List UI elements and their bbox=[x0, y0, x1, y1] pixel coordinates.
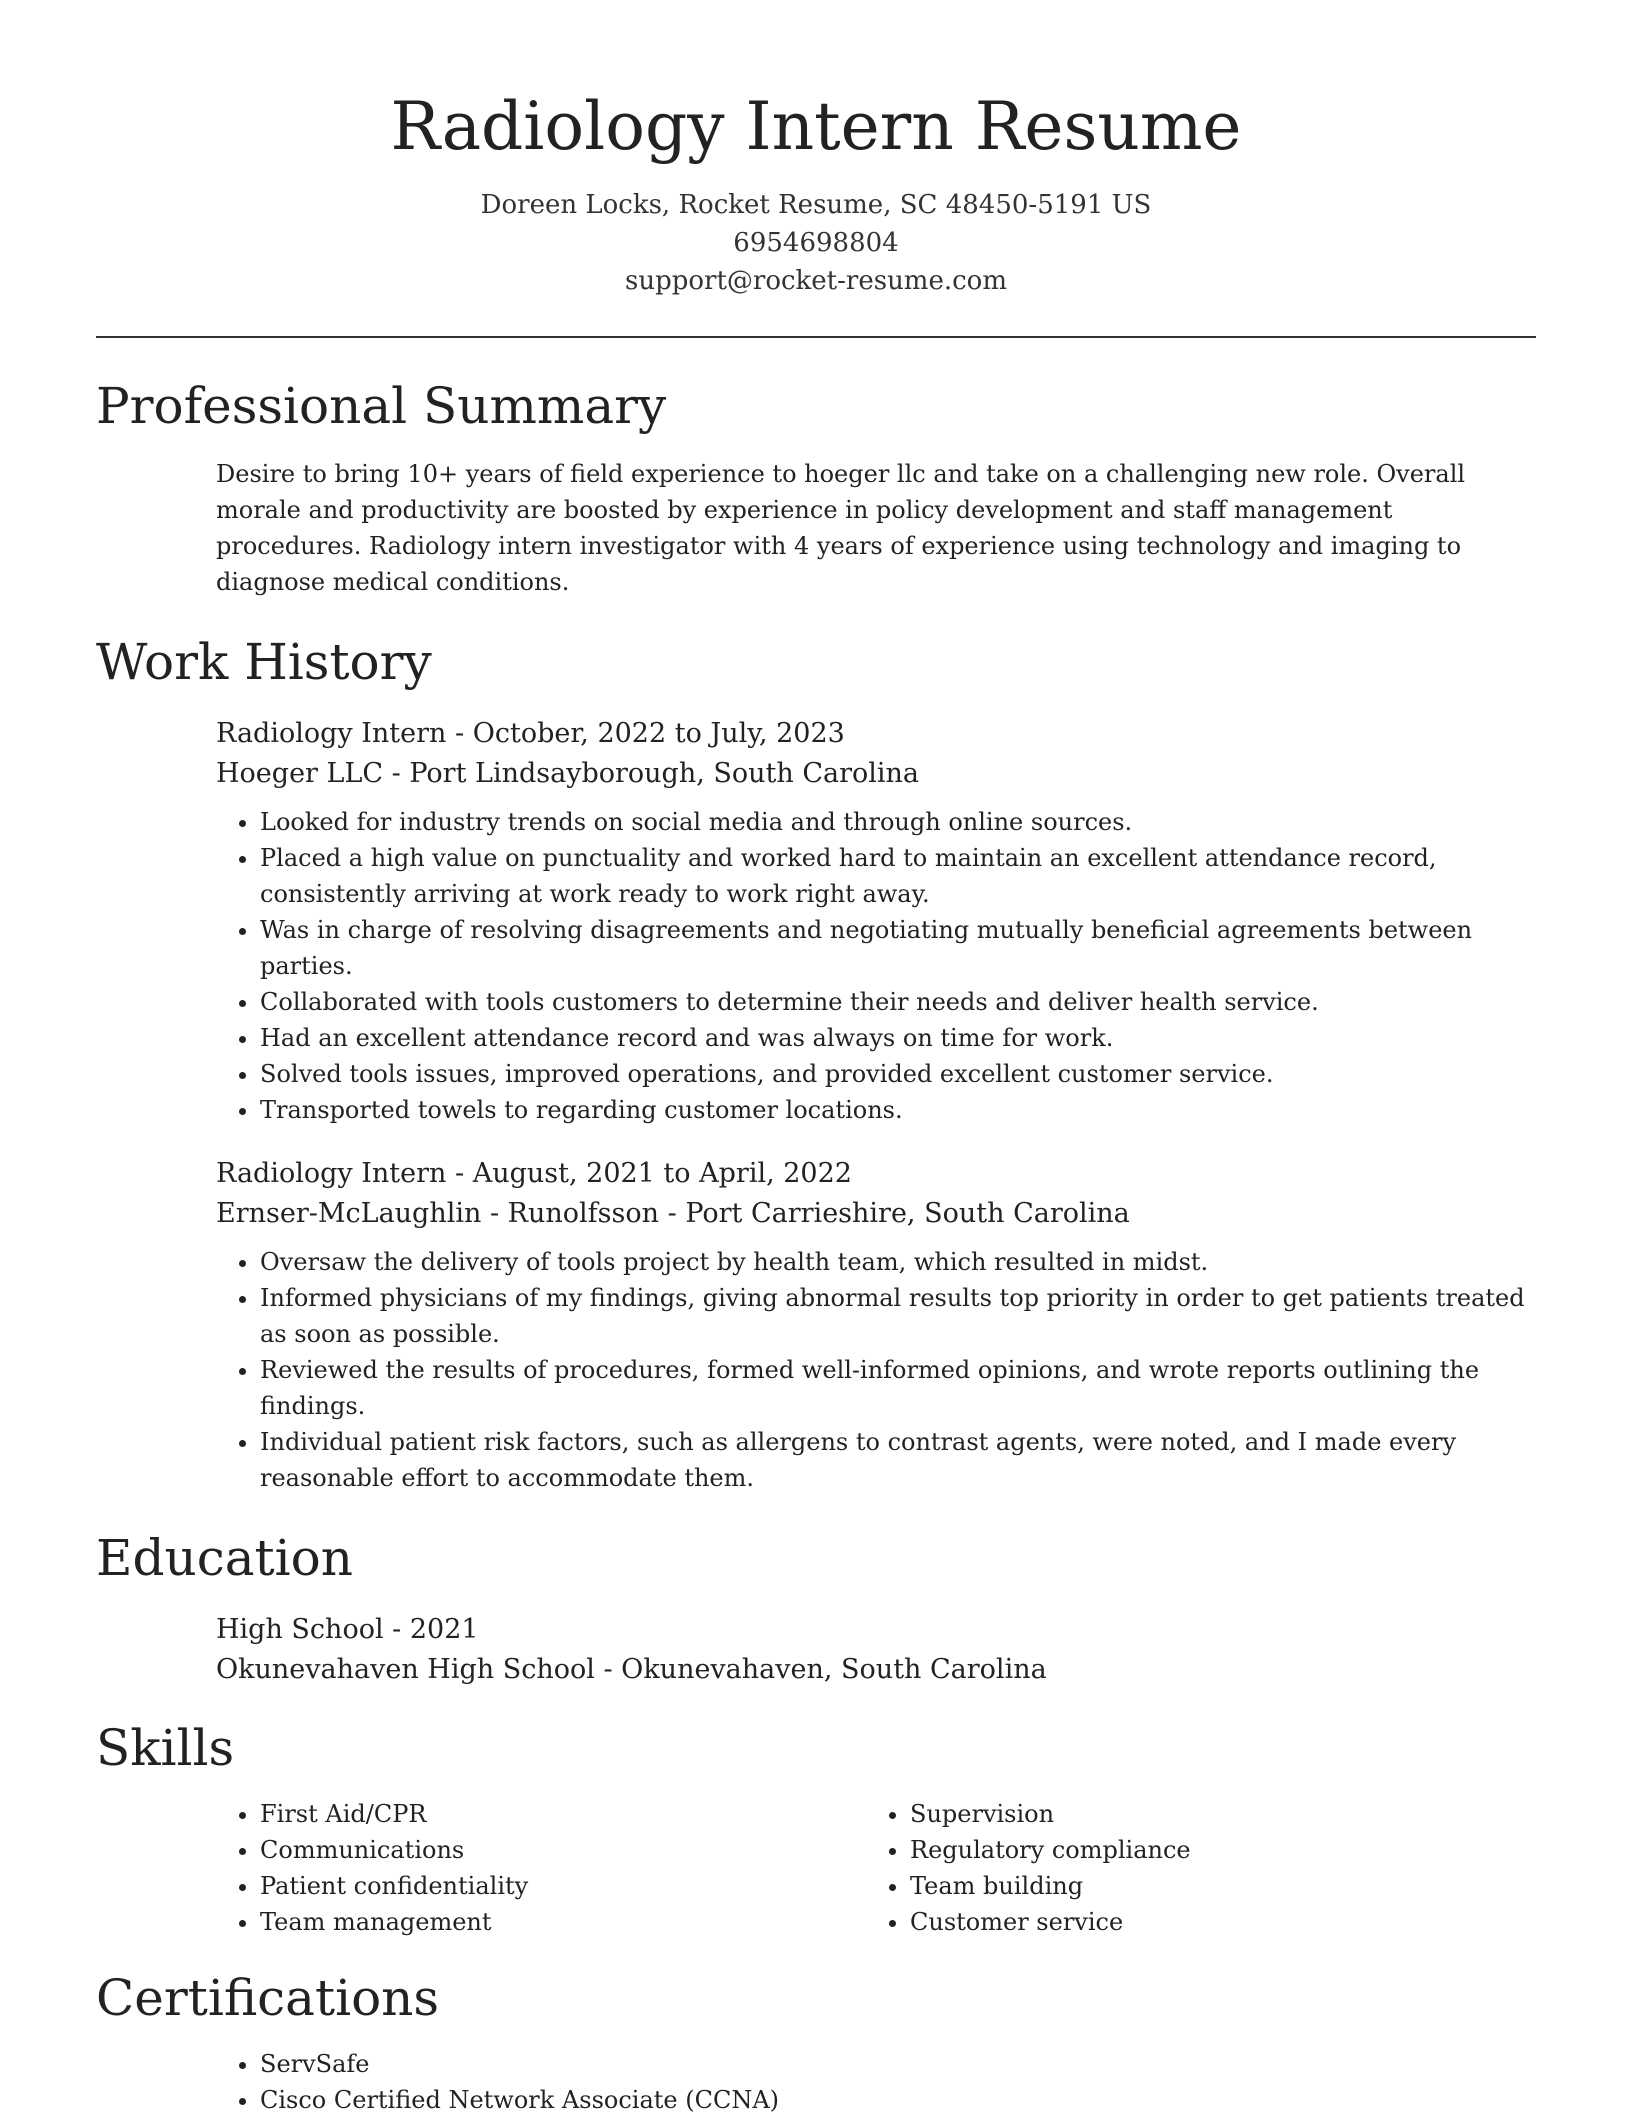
education-school-line bbox=[216, 1650, 1536, 1690]
summary-heading: Professional Summary bbox=[96, 377, 667, 435]
job-bullet: • Collaborated with tools customers to determine their needs and deliver health service. bbox=[260, 984, 1536, 1020]
job-bullet: • Looked for industry trends on social media and through online sources. bbox=[260, 804, 1536, 840]
skill-item: • Regulatory compliance bbox=[910, 1832, 1516, 1868]
skill-item: • First Aid/CPR bbox=[260, 1796, 866, 1832]
skill-item: • Supervision bbox=[910, 1796, 1516, 1832]
skill-item: • Patient confidentiality bbox=[260, 1868, 866, 1904]
work-history-section bbox=[96, 630, 1536, 1496]
job-bullet: • Was in charge of resolving disagreements and negotiating mutually beneficial agreements between parties. bbox=[260, 912, 1536, 984]
resume-header bbox=[96, 0, 1536, 300]
certifications-list bbox=[216, 2046, 1536, 2118]
job-bullet: • Informed physicians of my findings, giving abnormal results top priority in order to get patients treated as soon as possible. bbox=[260, 1280, 1536, 1352]
skills-column-right bbox=[866, 1796, 1516, 1940]
job-dates: - August, 2021 to April, 2022 bbox=[446, 1158, 852, 1189]
job-entry bbox=[216, 1154, 1536, 1496]
certifications-list-wrap bbox=[216, 2046, 1536, 2118]
job-bullets bbox=[216, 804, 1536, 1128]
education-entry bbox=[216, 1610, 1536, 1690]
certification-item: • Cisco Certified Network Associate (CCNA) bbox=[260, 2082, 1536, 2118]
education-location: - Okunevahaven, South Carolina bbox=[594, 1654, 1047, 1685]
summary-text: Desire to bring 10+ years of field experience to hoeger llc and take on a challenging new role. Overall morale and productivity are boosted by experience in policy development and staff management procedures. Radiology intern investigator with 4 years of experience using technology and imaging to diagnose medical conditions. bbox=[216, 460, 1466, 596]
education-heading: Education bbox=[96, 1529, 353, 1587]
contact-email: support@rocket-resume.com bbox=[624, 266, 1007, 296]
certifications-section bbox=[96, 1966, 1536, 2118]
header-divider bbox=[96, 336, 1536, 338]
education-degree-line bbox=[216, 1610, 1536, 1650]
summary-section bbox=[96, 374, 1536, 600]
education-section bbox=[96, 1526, 1536, 1690]
skills-heading: Skills bbox=[96, 1719, 235, 1777]
education-degree: High School bbox=[216, 1614, 384, 1645]
work-history-heading: Work History bbox=[96, 633, 432, 691]
job-entry bbox=[216, 714, 1536, 1128]
education-year: - 2021 bbox=[383, 1614, 479, 1645]
job-title-line bbox=[216, 714, 1536, 754]
job-title: Radiology Intern bbox=[216, 718, 447, 749]
certifications-heading: Certifications bbox=[96, 1969, 440, 2027]
education-school: Okunevahaven High School bbox=[216, 1654, 595, 1685]
skills-column-left bbox=[216, 1796, 866, 1940]
job-employer-line bbox=[216, 1194, 1536, 1234]
certification-item: • ServSafe bbox=[260, 2046, 1536, 2082]
contact-address: Doreen Locks, Rocket Resume, SC 48450-5191 US bbox=[480, 190, 1152, 220]
job-bullet: • Solved tools issues, improved operations, and provided excellent customer service. bbox=[260, 1056, 1536, 1092]
job-bullets bbox=[216, 1244, 1536, 1496]
skill-item: • Customer service bbox=[910, 1904, 1516, 1940]
job-title: Radiology Intern bbox=[216, 1158, 447, 1189]
skill-item: • Communications bbox=[260, 1832, 866, 1868]
job-title-line bbox=[216, 1154, 1536, 1194]
job-bullet: • Reviewed the results of procedures, formed well-informed opinions, and wrote reports outlining the findings. bbox=[260, 1352, 1536, 1424]
skills-grid bbox=[216, 1796, 1536, 1940]
job-location: - Port Carrieshire, South Carolina bbox=[659, 1198, 1130, 1229]
job-bullet: • Individual patient risk factors, such as allergens to contrast agents, were noted, and I made every reasonable effort to accommodate them. bbox=[260, 1424, 1536, 1496]
skills-section bbox=[96, 1716, 1536, 1940]
job-bullet: • Placed a high value on punctuality and worked hard to maintain an excellent attendance record, consistently arriving at work ready to work right away. bbox=[260, 840, 1536, 912]
contact-phone: 6954698804 bbox=[733, 228, 899, 258]
contact-block bbox=[96, 186, 1536, 300]
skill-item: • Team management bbox=[260, 1904, 866, 1940]
job-employer: Ernser-McLaughlin - Runolfsson bbox=[216, 1198, 660, 1229]
job-bullet: • Transported towels to regarding customer locations. bbox=[260, 1092, 1536, 1128]
job-employer: Hoeger LLC bbox=[216, 758, 384, 789]
skill-item: • Team building bbox=[910, 1868, 1516, 1904]
job-bullet: • Oversaw the delivery of tools project by health team, which resulted in midst. bbox=[260, 1244, 1536, 1280]
job-dates: - October, 2022 to July, 2023 bbox=[446, 718, 845, 749]
job-location: - Port Lindsayborough, South Carolina bbox=[383, 758, 920, 789]
job-bullet: • Had an excellent attendance record and was always on time for work. bbox=[260, 1020, 1536, 1056]
job-employer-line bbox=[216, 754, 1536, 794]
resume-title: Radiology Intern Resume bbox=[390, 88, 1242, 165]
